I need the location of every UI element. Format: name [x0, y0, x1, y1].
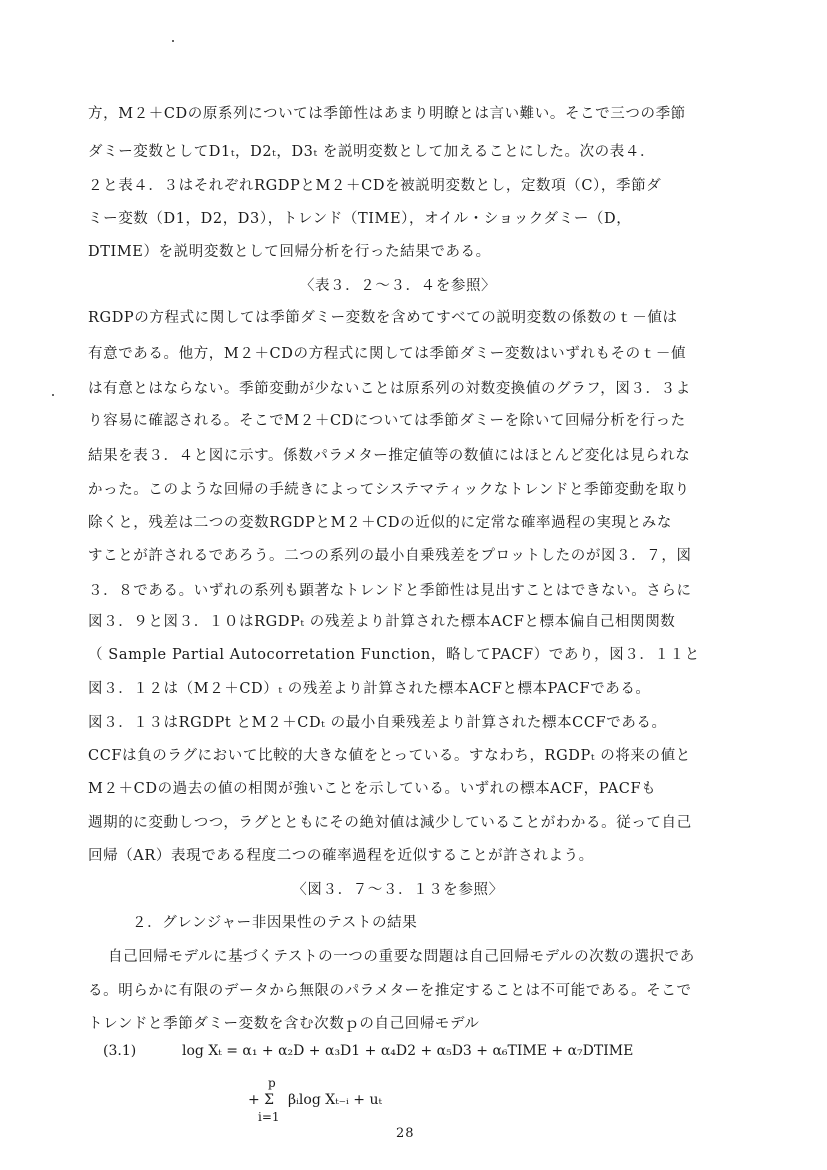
body-line: M２＋CDの過去の値の相関が強いことを示している。いずれの標本ACF，PACFも — [88, 781, 657, 797]
scan-speck — [52, 394, 54, 396]
equation-main: log Xₜ = α₁ + α₂D + α₃D1 + α₄D2 + α₅D3 + α₆TIME + α₇DTIME — [182, 1043, 634, 1059]
sum-sign: + Σ — [248, 1092, 275, 1108]
body-line: 有意である。他方，M２＋CDの方程式に関しては季節ダミー変数はいずれもそのｔ－値 — [88, 346, 687, 362]
body-line: かった。このような回帰の手続きによってシステマティックなトレンドと季節変動を取り — [88, 482, 690, 498]
sum-term: βᵢlog Xₜ₋ᵢ + uₜ — [288, 1092, 382, 1108]
body-line: り容易に確認される。そこでM２＋CDについては季節ダミーを除いて回帰分析を行った — [88, 413, 686, 429]
body-line: 図３．１２は（M２＋CD）ₜ の残差より計算された標本ACFと標本PACFである。 — [88, 681, 651, 697]
body-line: CCFは負のラグにおいて比較的大きな値をとっている。すなわち，RGDPₜ の将来の値と — [88, 748, 691, 764]
figure-reference: 〈図３．７～３．１３を参照〉 — [292, 882, 504, 898]
body-line: 図３．９と図３．１０はRGDPₜ の残差より計算された標本ACFと標本偏自己相関関数 — [88, 614, 676, 630]
body-line: DTIME）を説明変数として回帰分析を行った結果である。 — [88, 244, 491, 260]
body-line: 結果を表３．４と図に示す。係数パラメター推定値等の数値にはほとんど変化は見られな — [88, 448, 691, 464]
body-line: 除くと，残差は二つの変数RGDPとM２＋CDの近似的に定常な確率過程の実現とみな — [88, 515, 672, 531]
body-line: （ Sample Partial Autocorretation Function，略してPACF）であり，図３．１１と — [88, 647, 700, 663]
body-line: 週期的に変動しつつ，ラグとともにその絶対値は減少していることがわかる。従って自己 — [88, 815, 692, 831]
page-number: 28 — [396, 1126, 415, 1141]
scan-speck — [172, 40, 174, 42]
section-heading: ２．グレンジャー非因果性のテストの結果 — [132, 915, 418, 931]
body-line: ３．８である。いずれの系列も顕著なトレンドと季節性は見出すことはできない。さらに — [88, 583, 692, 599]
body-line: ２と表４．３はそれぞれRGDPとM２＋CDを被説明変数とし，定数項（C），季節ダ — [88, 178, 662, 194]
body-line: ダミー変数としてD1ₜ，D2ₜ，D3ₜ を説明変数として加えることにした。次の表４． — [88, 144, 656, 160]
sum-lower-limit: i=1 — [258, 1110, 280, 1124]
equation-number: (3.1) — [103, 1043, 137, 1059]
sum-upper-limit: p — [268, 1076, 276, 1090]
body-line: トレンドと季節ダミー変数を含む次数ｐの自己回帰モデル — [88, 1016, 480, 1032]
body-line: 回帰（AR）表現である程度二つの確率過程を近似することが許されよう。 — [88, 848, 594, 864]
body-line: 自己回帰モデルに基づくテストの一つの重要な問題は自己回帰モデルの次数の選択であ — [108, 949, 695, 965]
body-line: は有意とはならない。季節変動が少ないことは原系列の対数変換値のグラフ，図３．３よ — [88, 381, 691, 397]
body-line: RGDPの方程式に関しては季節ダミー変数を含めてすべての説明変数の係数のｔ－値は — [88, 310, 678, 326]
table-reference: 〈表３．２～３．４を参照〉 — [299, 278, 497, 294]
body-line: すことが許されるであろう。二つの系列の最小自乗残差をプロットしたのが図３．７，図 — [88, 548, 692, 564]
body-line: 図３．１３はRGDPt とM２＋CDₜ の最小自乗残差より計算された標本CCFである。 — [88, 715, 667, 731]
body-line: ミー変数（D1，D2，D3），トレンド（TIME），オイル・ショックダミー（D， — [88, 211, 632, 227]
body-line: る。明らかに有限のデータから無限のパラメターを推定することは不可能である。そこで — [88, 983, 692, 999]
body-line: 方，M２＋CDの原系列については季節性はあまり明瞭とは言い難い。そこで三つの季節 — [88, 106, 686, 122]
